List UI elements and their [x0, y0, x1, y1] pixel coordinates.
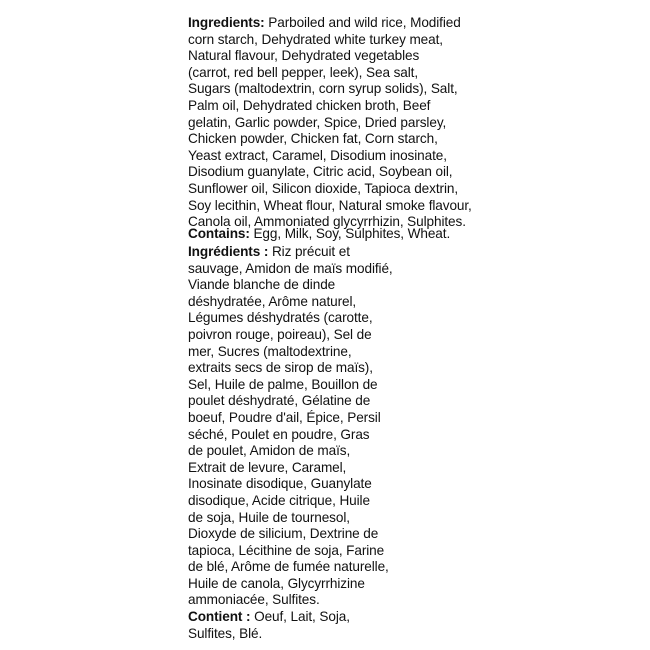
french-ingredients-heading: Ingrédients :	[188, 244, 269, 259]
french-ingredients-line: Extrait de levure, Caramel,	[188, 459, 347, 475]
english-ingredients-line: Palm oil, Dehydrated chicken broth, Beef	[188, 97, 431, 113]
french-ingredients-line: de poulet, Amidon de maïs,	[188, 443, 351, 459]
english-ingredients-line: Soy lecithin, Wheat flour, Natural smoke flavour,	[188, 197, 472, 213]
english-ingredients-line: Chicken powder, Chicken fat, Corn starch,	[188, 131, 438, 147]
french-ingredients-line: poivron rouge, poireau), Sel de	[188, 326, 372, 342]
french-contains-heading: Contient :	[188, 609, 251, 625]
french-ingredients-line: extraits secs de sirop de maïs),	[188, 360, 373, 376]
english-contains-line: Contains: Egg, Milk, Soy, Sulphites, Wheat.	[188, 226, 451, 241]
french-contains-line: Sulfites, Blé.	[188, 625, 263, 641]
english-ingredients-heading: Ingredients:	[188, 15, 265, 30]
french-ingredients-line: mer, Sucres (maltodextrine,	[188, 343, 352, 359]
english-contains	[188, 226, 488, 243]
english-ingredients-line: Sugars (maltodextrin, corn syrup solids), Salt,	[188, 81, 458, 97]
french-ingredients-line: de soja, Huile de tournesol,	[188, 509, 350, 525]
french-ingredients-line: poulet déshydraté, Gélatine de	[188, 393, 371, 409]
french-ingredients-line: de blé, Arôme de fumée naturelle,	[188, 559, 389, 575]
french-ingredients-line: Huile de canola, Glycyrrhizine	[188, 575, 365, 591]
french-ingredients-line: Dioxyde de silicium, Dextrine de	[188, 526, 379, 542]
french-ingredients-line: Sel, Huile de palme, Bouillon de	[188, 376, 378, 392]
english-ingredients-line: Disodium guanylate, Citric acid, Soybean oil,	[188, 164, 453, 180]
french-ingredients	[188, 244, 428, 642]
french-ingredients-line: déshydratée, Arôme naturel,	[188, 293, 357, 309]
english-ingredients-line: Ingredients: Parboiled and wild rice, Modified	[188, 15, 461, 30]
english-ingredients-line: gelatin, Garlic powder, Spice, Dried parsley,	[188, 114, 447, 130]
french-ingredients-line: Inosinate disodique, Guanylate	[188, 476, 372, 492]
english-ingredients-line: Canola oil, Ammoniated glycyrrhizin, Sulphites.	[188, 214, 466, 230]
french-ingredients-line: boeuf, Poudre d'ail, Épice, Persil	[188, 409, 381, 425]
english-ingredients-line: corn starch, Dehydrated white turkey meat,	[188, 31, 443, 47]
english-ingredients-line: Sunflower oil, Silicon dioxide, Tapioca dextrin,	[188, 180, 458, 196]
english-ingredients-line: Natural flavour, Dehydrated vegetables	[188, 48, 420, 64]
french-ingredients-line: tapioca, Lécithine de soja, Farine	[188, 542, 385, 558]
french-ingredients-line: Viande blanche de dinde	[188, 277, 336, 293]
french-ingredients-line: sauvage, Amidon de maïs modifié,	[188, 260, 393, 276]
english-contains-heading: Contains:	[188, 226, 250, 241]
french-ingredients-line: Légumes déshydratés (carotte,	[188, 310, 373, 326]
french-contains-line: Contient : Oeuf, Lait, Soja,	[188, 609, 350, 625]
english-ingredients-line: (carrot, red bell pepper, leek), Sea salt,	[188, 64, 419, 80]
french-ingredients-line: disodique, Acide citrique, Huile	[188, 492, 370, 508]
french-ingredients-line: séché, Poulet en poudre, Gras	[188, 426, 370, 442]
french-ingredients-line: ammoniacée, Sulfites.	[188, 592, 320, 608]
french-ingredients-line: Ingrédients : Riz précuit et	[188, 244, 350, 259]
english-ingredients-line: Yeast extract, Caramel, Disodium inosinate,	[188, 147, 447, 163]
english-ingredients	[188, 15, 488, 231]
